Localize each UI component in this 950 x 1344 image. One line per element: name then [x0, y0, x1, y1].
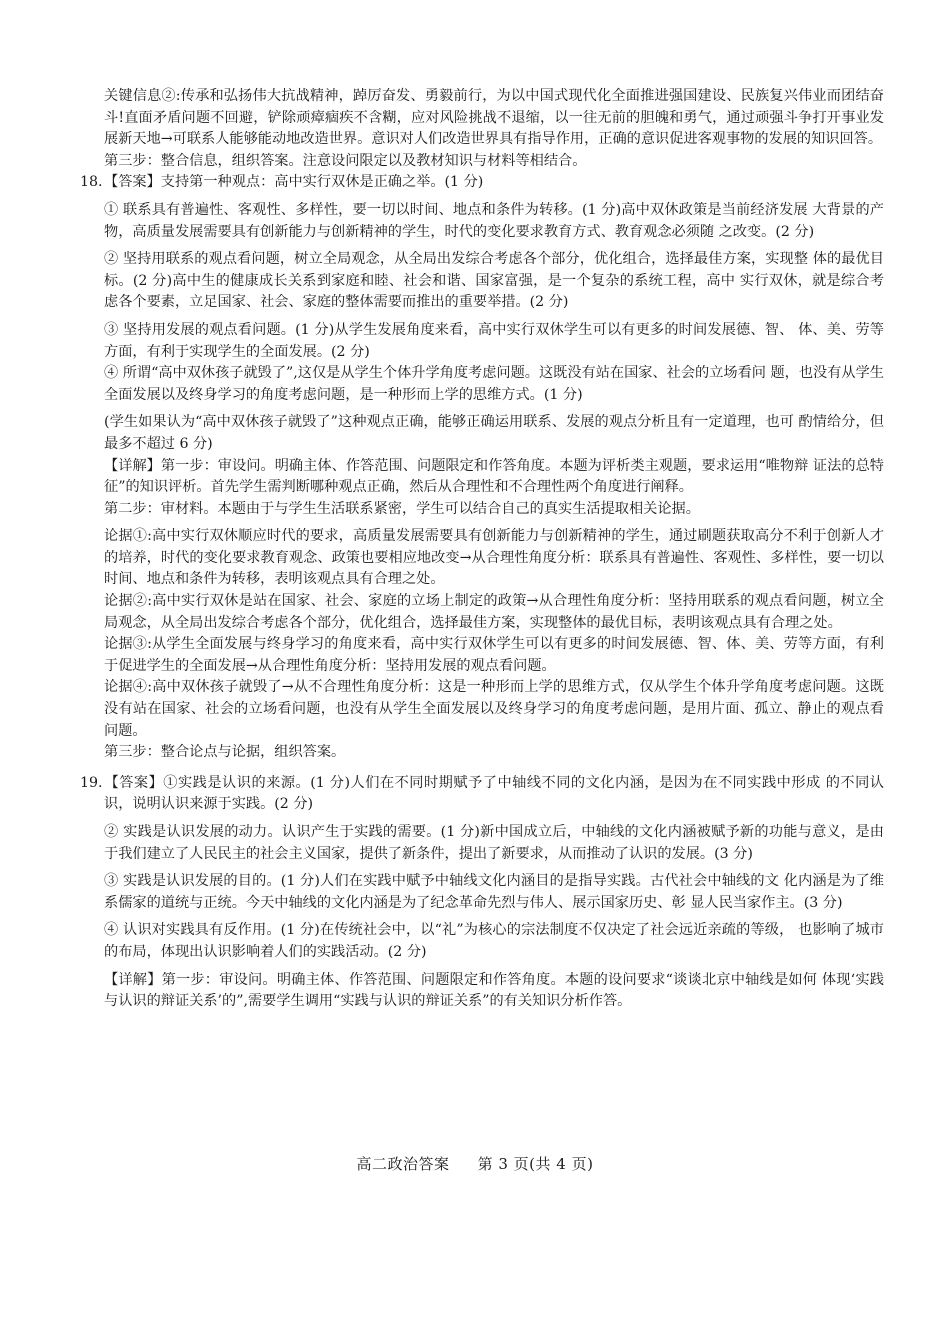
q18-point-2: ② 坚持用联系的观点看问题，树立全局观念，从全局出发综合考虑各个部分，优化组合，选择最佳方案，实现整 体的最优目标。(2 分)高中生的健康成长关系到家庭和睦、社会和谐、国家富强，是一个复杂的系统工程，高中 实行双休，就是综合考虑各个要素，立足国家、社会、家庭的整体需要而推出的重要举措。(2 分) — [104, 251, 884, 311]
paragraph-step-3: 第三步：整合信息，组织答案。注意设问限定以及教材知识与材料等相结合。 — [104, 152, 587, 169]
q18-scoring-note: (学生如果认为“高中双休孩子就毁了”这种观点正确，能够正确运用联系、发展的观点分析且有一定道理，也可 酌情给分，但最多不超过 6 分) — [104, 414, 884, 452]
answer-body — [80, 86, 884, 1013]
footer-subject: 高二政治答案 — [356, 1155, 450, 1173]
q19-point-2: ② 实践是认识发展的动力。认识产生于实践的需要。(1 分)新中国成立后，中轴线的文化内涵被赋予新的功能与意义，是由于我们建立了人民民主的社会主义国家，提供了新条件，提出了新要求，从而推动了认识的发展。(3 分) — [104, 824, 884, 862]
question-19-answer-text: 【答案】①实践是认识的来源。(1 分)人们在不同时期赋予了中轴线不同的文化内涵，是因为在不同实践中形成 的不同认识，说明认识来源于实践。(2 分) — [104, 774, 884, 813]
q18-point-4: ④ 所谓“高中双休孩子就毁了”,这仅是从学生个体升学角度考虑问题。这既没有站在国家、社会的立场看问 题，也没有从学生全面发展以及终身学习的角度考虑问题，是一种形而上学的思维方式。(1 分) — [104, 365, 884, 403]
question-18-answer-text: 【答案】支持第一种观点：高中实行双休是正确之举。(1 分) — [104, 174, 484, 191]
question-18-answer — [80, 172, 884, 194]
q18-evidence-2: 论据②:高中实行双休是站在国家、社会、家庭的立场上制定的政策→从合理性角度分析：坚持用联系的观点看问题，树立全局观念，从全局出发综合考虑各个部分，优化组合，选择最佳方案，实现整体的最优目标，表明该观点具有合理之处。 — [104, 593, 884, 631]
q19-detail-step-1: 【详解】第一步：审设问。明确主体、作答范围、问题限定和作答角度。本题的设问要求“谈谈北京中轴线是如何 体现‘实践与认识的辩证关系’的”,需要学生调用“实践与认识的辩证关系”的有关知识分析作答。 — [104, 971, 884, 1010]
q18-detail-step-3: 第三步：整合论点与论据，组织答案。 — [104, 744, 346, 761]
q18-evidence-4: 论据④:高中双休孩子就毁了→从不合理性角度分析：这是一种形而上学的思维方式，仅从学生个体升学角度考虑问题。这既没有站在国家、社会的立场看问题，也没有从学生全面发展以及终身学习的角度考虑问题，是用片面、孤立、静止的观点看问题。 — [104, 679, 884, 739]
q18-point-1: ① 联系具有普遍性、客观性、多样性，要一切以时间、地点和条件为转移。(1 分)高中双休政策是当前经济发展 大背景的产物，高质量发展需要具有创新能力与创新精神的学生，时代的变化要求教育方式、教育观念必须随 之改变。(2 分) — [104, 201, 884, 240]
question-number: 19. — [80, 774, 103, 791]
q18-evidence-1: 论据①:高中实行双休顺应时代的要求，高质量发展需要具有创新能力与创新精神的学生，通过刷题获取高分不利于创新人才的培养，时代的变化要求教育观念、政策也要相应地改变→从合理性角度分析：联系具有普遍性、客观性、多样性，要一切以时间、地点和条件为转移，表明该观点具有合理之处。 — [104, 528, 884, 588]
q19-point-3: ③ 实践是认识发展的目的。(1 分)人们在实践中赋予中轴线文化内涵目的是指导实践。古代社会中轴线的文 化内涵是为了维系儒家的道统与正统。今天中轴线的文化内涵是为了纪念革命先烈与伟人、展示国家历史、彰 显人民当家作主。(3 分) — [104, 873, 884, 911]
footer-page-number: 第 3 页(共 4 页) — [477, 1155, 594, 1173]
question-19-answer — [80, 773, 884, 816]
paragraph-key-info-2: 关键信息②:传承和弘扬伟大抗战精神，踔厉奋发、勇毅前行，为以中国式现代化全面推进强国建设、民族复兴伟业而团结奋斗!直面矛盾问题不回避，铲除顽瘴痼疾不含糊，应对风险挑战不退缩，以一往无前的胆魄和勇气，通过顽强斗争打开事业发展新天地→可联系人能够能动地改造世界。意识对人们改造世界具有指导作用，正确的意识促进客观事物的发展的知识回答。 — [104, 88, 884, 148]
q19-point-4: ④ 认识对实践具有反作用。(1 分)在传统社会中，以“礼”为核心的宗法制度不仅决定了社会远近亲疏的等级， 也影响了城市的布局，体现出认识影响着人们的实践活动。(2 分) — [104, 922, 884, 960]
q18-detail-step-2: 第二步：审材料。本题由于与学生生活联系紧密，学生可以结合自己的真实生活提取相关论据。 — [104, 500, 700, 517]
question-number: 18. — [80, 174, 103, 191]
q18-detail-step-1: 【详解】第一步：审设问。明确主体、作答范围、问题限定和作答角度。本题为评析类主观题，要求运用“唯物辩 证法的总特征”的知识评析。首先学生需判断哪种观点正确，然后从合理性和不合理性两个角度进行阐释。 — [104, 457, 884, 496]
q18-point-3: ③ 坚持用发展的观点看问题。(1 分)从学生发展角度来看，高中实行双休学生可以有更多的时间发展德、智、 体、美、劳等方面，有利于实现学生的全面发展。(2 分) — [104, 321, 884, 360]
q18-evidence-3: 论据③:从学生全面发展与终身学习的角度来看，高中实行双休学生可以有更多的时间发展德、智、体、美、劳等方面，有利于促进学生的全面发展→从合理性角度分析：坚持用发展的观点看问题。 — [104, 636, 884, 674]
page-footer — [0, 1154, 950, 1174]
